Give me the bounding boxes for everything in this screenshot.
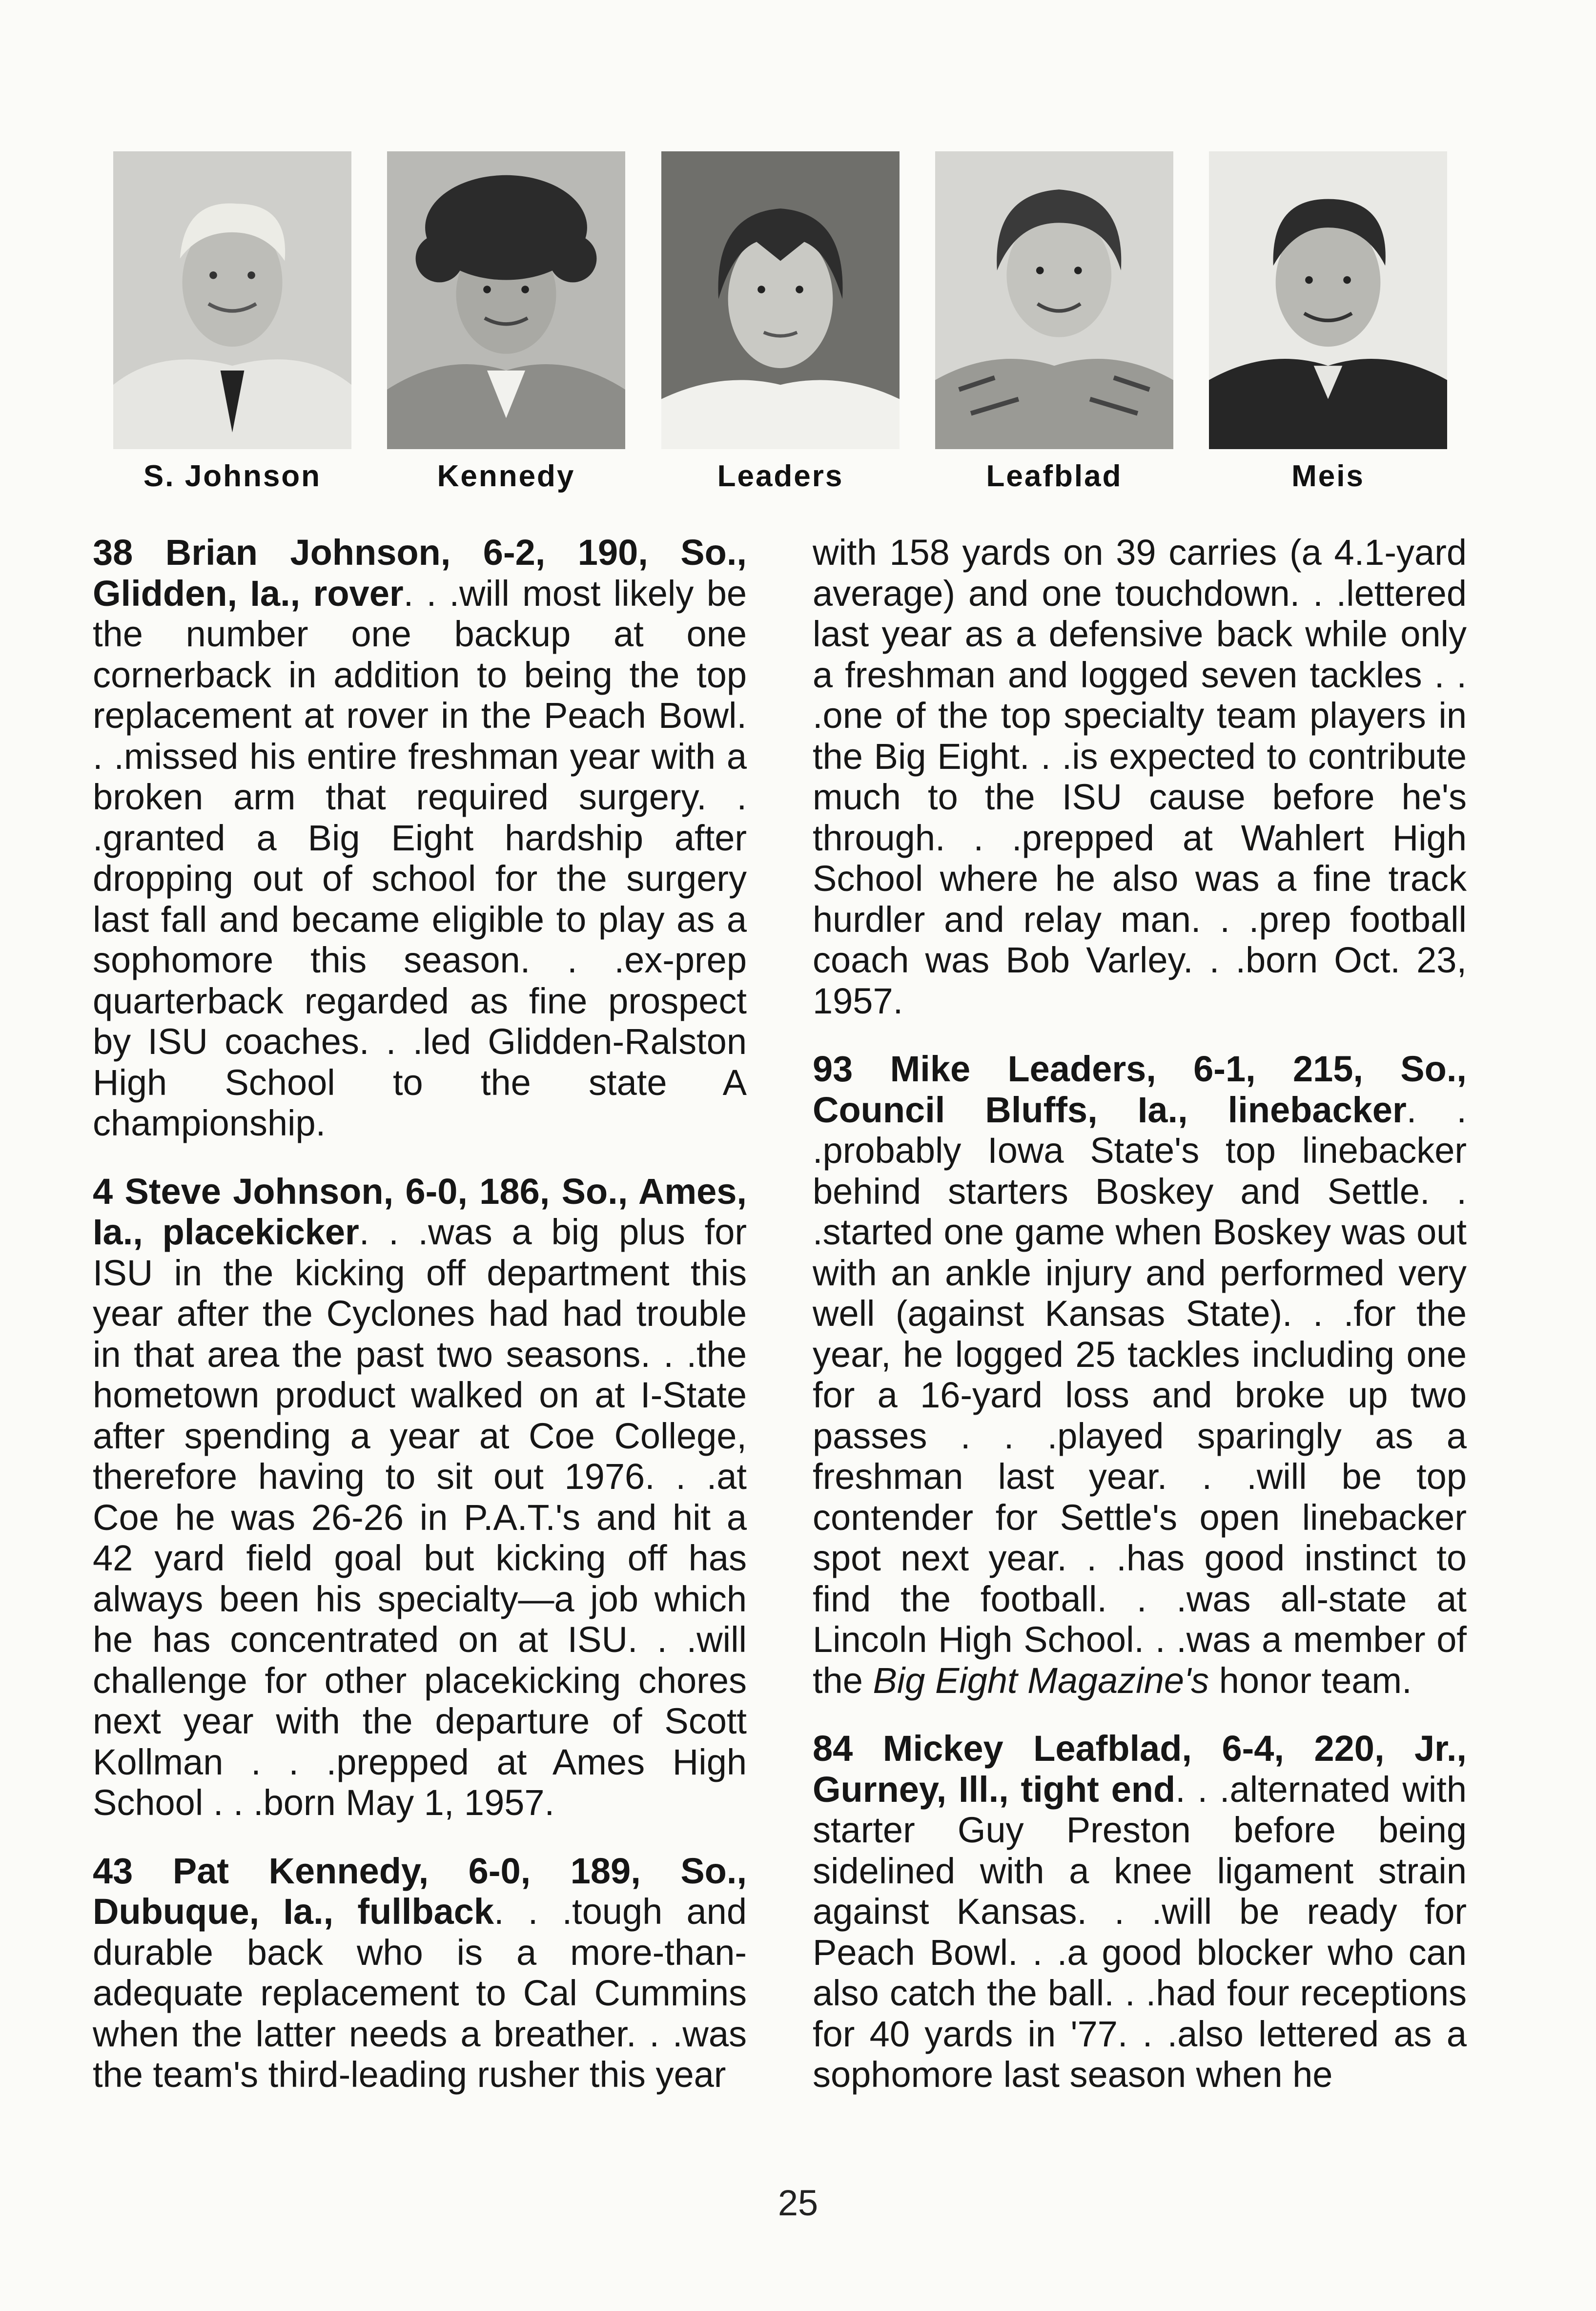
- caption-s-johnson: S. Johnson: [143, 459, 322, 493]
- page-number: 25: [778, 2183, 818, 2223]
- bio-heading: 93 Mike Leaders, 6-1, 215, So., Council Bluffs, Ia., linebacker: [813, 1049, 1467, 1130]
- photo-leafblad: [935, 151, 1173, 449]
- bio-heading: 38 Brian Johnson, 6-2, 190, So., Glidden, Ia., rover: [93, 532, 747, 614]
- magazine-title: Big Eight Magazine's: [873, 1660, 1209, 1701]
- bio-pat-kennedy-continued: with 158 yards on 39 carries (a 4.1-yard average) and one touchdown. . .lettered last year as a defensive back while only a freshman and logged seven tackles . . .one of the top specialty team players in the Big Eight. . .is expected to contribute much to the ISU cause before he's through. . .prepped at Wahlert High School where he also was a fine track hurdler and relay man. . .prep football coach was Bob Varley. . .born Oct. 23, 1957.: [813, 532, 1467, 1021]
- photo-captions: [0, 459, 1596, 498]
- bio-text: . . .was a big plus for ISU in the kicking off department this year after the Cyclones had had trouble in that area the past two seasons. . .the hometown product walked on at I-State after spending a year at Coe College, therefore having to sit out 1976. . .at Coe he was 26-26 in P.A.T.'s and hit a 42 yard field goal but kicking off has always been his specialty—a job which he has concentrated on at ISU. . .will challenge for other placekicking chores next year with the departure of Scott Kollman . . .prepped at Ames High School . . .born May 1, 1957.: [93, 1212, 747, 1823]
- portrait-photo-icon: [661, 151, 900, 449]
- photo-kennedy: [387, 151, 625, 449]
- caption-leafblad: Leafblad: [986, 459, 1123, 493]
- bio-steve-johnson: [93, 1171, 747, 1823]
- right-column: [813, 532, 1467, 2123]
- photo-meis: [1209, 151, 1447, 449]
- caption-kennedy: Kennedy: [437, 459, 575, 493]
- caption-meis: Meis: [1291, 459, 1365, 493]
- portrait-photo-icon: [113, 151, 351, 449]
- photo-s-johnson: [113, 151, 351, 449]
- bio-text: . . .probably Iowa State's top linebacker behind starters Boskey and Settle. . .started one game when Boskey was out with an ankle injury and performed very well (against Kansas State). . .for the year, he logged 25 tackles including one for a 16-yard loss and broke up two passes . . .played sparingly as a freshman last year. . .will be top contender for Settle's open linebacker spot next year. . .has good instinct to find the football. . .was all-state at Lincoln High School. . .was a member of the: [813, 1089, 1467, 1701]
- bio-heading: 4 Steve Johnson, 6-0, 186, So., Ames, Ia., placekicker: [93, 1171, 747, 1252]
- bio-mike-leaders: [813, 1049, 1467, 1701]
- bio-text-end: honor team.: [1209, 1660, 1412, 1701]
- bio-heading: 43 Pat Kennedy, 6-0, 189, So., Dubuque, Ia., fullback: [93, 1850, 747, 1932]
- player-photos-row: [0, 151, 1596, 454]
- portrait-photo-icon: [935, 151, 1173, 449]
- bio-text: . . .tough and durable back who is a more-than-adequate replacement to Cal Cummins when the latter needs a breather. . .was the team's third-leading rusher this year: [93, 1891, 747, 2095]
- photo-leaders: [661, 151, 900, 449]
- bio-pat-kennedy: [93, 1851, 747, 2095]
- left-column: [93, 532, 747, 2123]
- portrait-photo-icon: [1209, 151, 1447, 449]
- bio-text: . . .alternated with starter Guy Preston before being sidelined with a knee ligament strain against Kansas. . .will be ready for Peach Bowl. . .a good blocker who can also catch the ball. . .had four receptions for 40 yards in '77. . .also lettered as a sophomore last season when he: [813, 1769, 1467, 2095]
- bio-mickey-leafblad: [813, 1728, 1467, 2095]
- caption-leaders: Leaders: [717, 459, 844, 493]
- bio-text: . . .will most likely be the number one backup at one cornerback in addition to being the top replacement at rover in the Peach Bowl. . .missed his entire freshman year with a broken arm that required surgery. . .granted a Big Eight hardship after dropping out of school for the surgery last fall and became eligible to play as a sophomore this season. . .ex-prep quarterback regarded as fine prospect by ISU coaches. . .led Glidden-Ralston High School to the state A championship.: [93, 573, 747, 1143]
- bio-brian-johnson: [93, 532, 747, 1144]
- portrait-photo-icon: [387, 151, 625, 449]
- bio-heading: 84 Mickey Leafblad, 6-4, 220, Jr., Gurney, Ill., tight end: [813, 1728, 1467, 1810]
